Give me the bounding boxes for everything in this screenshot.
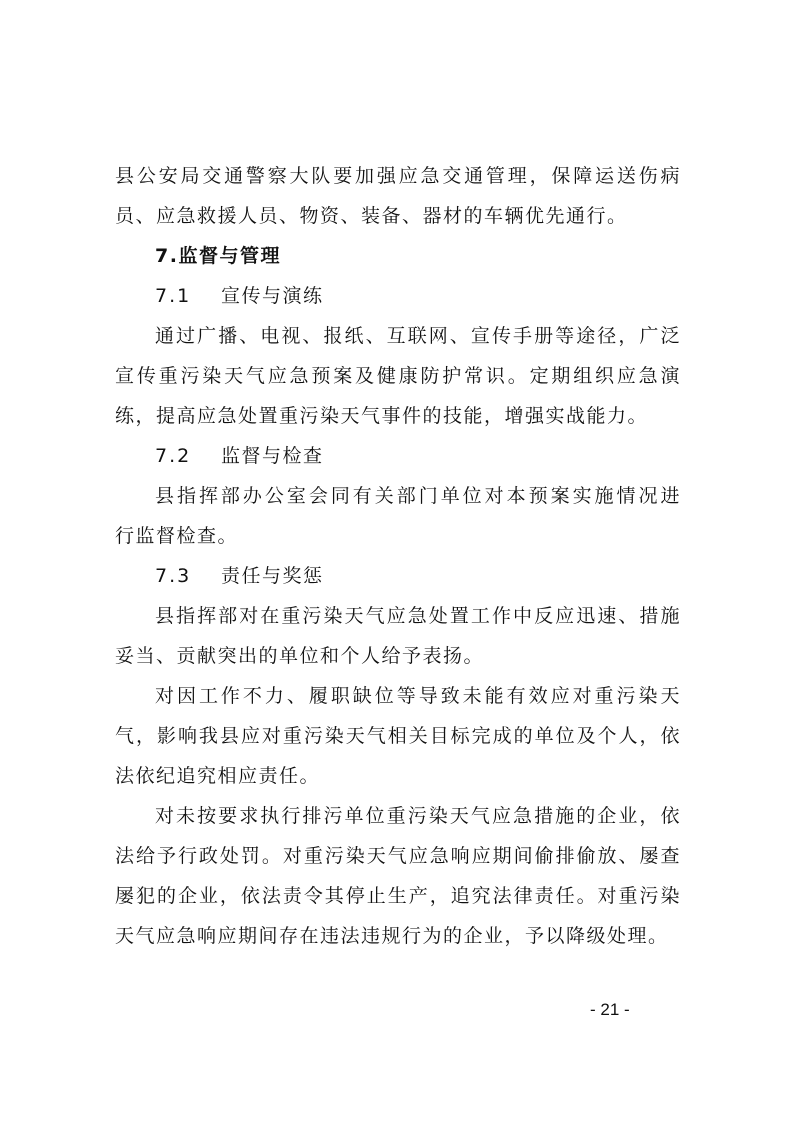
- paragraph-line: 练，提高应急处置重污染天气事件的技能，增强实战能力。: [115, 405, 649, 427]
- paragraph-line: 宣传重污染天气应急预案及健康防护常识。定期组织应急演: [115, 365, 681, 387]
- paragraph-line: 县公安局交通警察大队要加强应急交通管理，保障运送伤病: [115, 165, 681, 187]
- paragraph-line: 法依纪追究相应责任。: [115, 765, 321, 787]
- paragraph-line: 县指挥部办公室会同有关部门单位对本预案实施情况进: [155, 485, 681, 507]
- paragraph-line: 通过广播、电视、报纸、互联网、宣传手册等途径，广泛: [155, 325, 681, 347]
- subsection-title: 责任与奖惩: [221, 565, 324, 587]
- subsection-number: 7.3: [155, 565, 192, 587]
- paragraph-line: 县指挥部对在重污染天气应急处置工作中反应迅速、措施: [155, 605, 681, 627]
- page-content: [115, 156, 681, 956]
- section-heading: 7.监督与管理: [155, 245, 281, 267]
- subsection-title: 宣传与演练: [221, 285, 324, 307]
- page-number: - 21 -: [590, 1000, 630, 1019]
- subsection-title: 监督与检查: [221, 445, 324, 467]
- paragraph-line: 员、应急救援人员、物资、装备、器材的车辆优先通行。: [115, 205, 628, 227]
- paragraph-line: 对未按要求执行排污单位重污染天气应急措施的企业，依: [155, 805, 681, 827]
- paragraph-line: 行监督检查。: [115, 525, 239, 547]
- paragraph-line: 屡犯的企业，依法责令其停止生产，追究法律责任。对重污染: [115, 885, 681, 907]
- subsection-heading-7-1: [115, 276, 681, 316]
- subsection-heading-7-3: [115, 556, 681, 596]
- paragraph-line: 对因工作不力、履职缺位等导致未能有效应对重污染天: [155, 685, 681, 707]
- subsection-number: 7.1: [155, 285, 192, 307]
- subsection-heading-7-2: [115, 436, 681, 476]
- paragraph-line: 法给予行政处罚。对重污染天气应急响应期间偷排偷放、屡查: [115, 845, 681, 867]
- paragraph-line: 气，影响我县应对重污染天气相关目标完成的单位及个人，依: [115, 725, 681, 747]
- paragraph-line: 天气应急响应期间存在违法违规行为的企业，予以降级处理。: [115, 925, 669, 947]
- paragraph-line: 妥当、贡献突出的单位和个人给予表扬。: [115, 645, 485, 667]
- subsection-number: 7.2: [155, 445, 192, 467]
